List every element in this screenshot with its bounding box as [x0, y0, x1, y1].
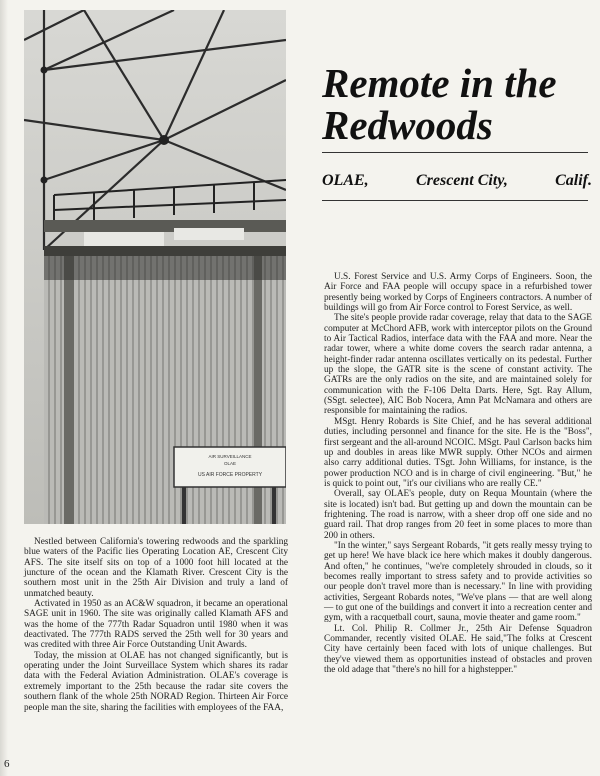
right-text-column	[324, 272, 592, 675]
body-paragraph: U.S. Forest Service and U.S. Army Corps of Engineers. Soon, the Air Force and FAA people will occupy space in a refurbished tower presently being worked by Corps of Engineers contractors. A number of buildings will go from Air Force control to Forest Service, as well.	[324, 272, 592, 314]
page-gutter	[0, 0, 8, 776]
article-title-line2: Redwoods	[322, 102, 493, 148]
sign-text-line2: OLAE	[223, 461, 237, 466]
article-title-line1: Remote in the	[322, 60, 557, 106]
article-title	[322, 62, 594, 146]
body-paragraph: MSgt. Henry Robards is Site Chief, and he has several additional duties, including personnel and finance for the site. He is the "Boss", first sergeant and the all-around NCOIC. MSgt. Paul Carlson backs him up and doubles in areas like MWR supply. Other NCOs and airmen also carry additional duties. TSgt. John Williams, for instance, is the power production NCO and is in charge of civil engineering. "But," he is quick to point out, "it's our civilians who are really CE."	[324, 416, 592, 489]
body-paragraph: Activated in 1950 as an AC&W squadron, it became an operational SAGE unit in 1960. The site was originally called Klamath AFS and was the home of the 777th Radar Squadron until 1980 when it was deactivated. The 777th RADS served the 25th well for 30 years and was credited with three Air Force Outstanding Unit Awards.	[24, 599, 288, 651]
subtitle-part-2: Crescent City,	[415, 172, 508, 189]
subtitle-part-3: Calif.	[555, 172, 592, 189]
radar-tower-photo	[24, 10, 286, 524]
page-number: 6	[4, 758, 10, 770]
sign-text-line1: AIR SURVEILLANCE	[208, 454, 252, 459]
article-subtitle	[322, 172, 592, 190]
body-paragraph: Today, the mission at OLAE has not changed significantly, but is operating under the Joint Surveillace System which shares its radar data with the Federal Aviation Administration. OLAE's coverage is extremely important to the 25th because the radar site covers the southern flank of the whole 25th NORAD Region. Thirteen Air Force people man the site, sharing the facilities with employees of the FAA,	[24, 650, 288, 713]
body-paragraph: Lt. Col. Philip R. Collmer Jr., 25th Air Defense Squadron Commander, recently visited OLAE. He said,"The folks at Crescent City have certainly been faced with lots of unique challenges. But they've viewed them as opportunities instead of obstacles and proven the old adage that "there's no hill for a highstepper."	[324, 623, 592, 676]
body-paragraph: The site's people provide radar coverage, relay that data to the SAGE computer at McChord AFB, work with interceptor pilots on the Ground to Air Tactical Radios, interface data with the FAA and more. Near the radar tower, where a white dome covers the search radar antenna, a height-finder radar antenna oscillates vertically on its pedestal. Further up the slope, the GATR site is the scene of constant activity. The GATRs are the only radios on the site, and are maintained solely for communication with the F-106 Delta Darts. Here, Sgt. Ray Allum, (SSgt. selectee), AIC Bob Nocera, Amn Pat McNamara and others are responsible for maintaining the radios.	[324, 313, 592, 417]
subtitle-part-1: OLAE,	[322, 172, 369, 189]
body-paragraph: Overall, say OLAE's people, duty on Requa Mountain (where the site is located) isn't bad. But getting up and down the mountain can be frightening. The road is narrow, with a sheer drop off one side and no guard rail. That drop ranges from 20 feet in some places to more than 200 in others.	[324, 489, 592, 541]
body-paragraph: Nestled between California's towering redwoods and the sparkling blue waters of the Pacific lies Operating Location AE, Crescent City AFS. The site itself sits on top of a 1000 foot hill located at the juncture of the ocean and the Klamath River. Crescent City is the southern most unit in the 25th Air Division and truly a land of unmatched beauty.	[24, 537, 288, 599]
title-rule-top	[322, 152, 588, 153]
left-text-column	[24, 537, 288, 713]
body-paragraph: "In the winter," says Sergeant Robards, "it gets really messy trying to get up here! We have black ice here which makes it doubly dangerous. And often," he continues, "we're completely shrouded in clouds, so it becomes really important to stress safety and to provide activities so our people don't travel more than is necessary." In line with providing activities, Sergeant Robards notes, "We've plans — that are well along — to gut one of the buildings and convert it into a recreation center and gym, with a racquetball court, sauna, movie theater and game room."	[324, 540, 592, 624]
sign-text-line3: US AIR FORCE PROPERTY	[197, 472, 263, 478]
title-rule-bottom	[322, 200, 588, 201]
